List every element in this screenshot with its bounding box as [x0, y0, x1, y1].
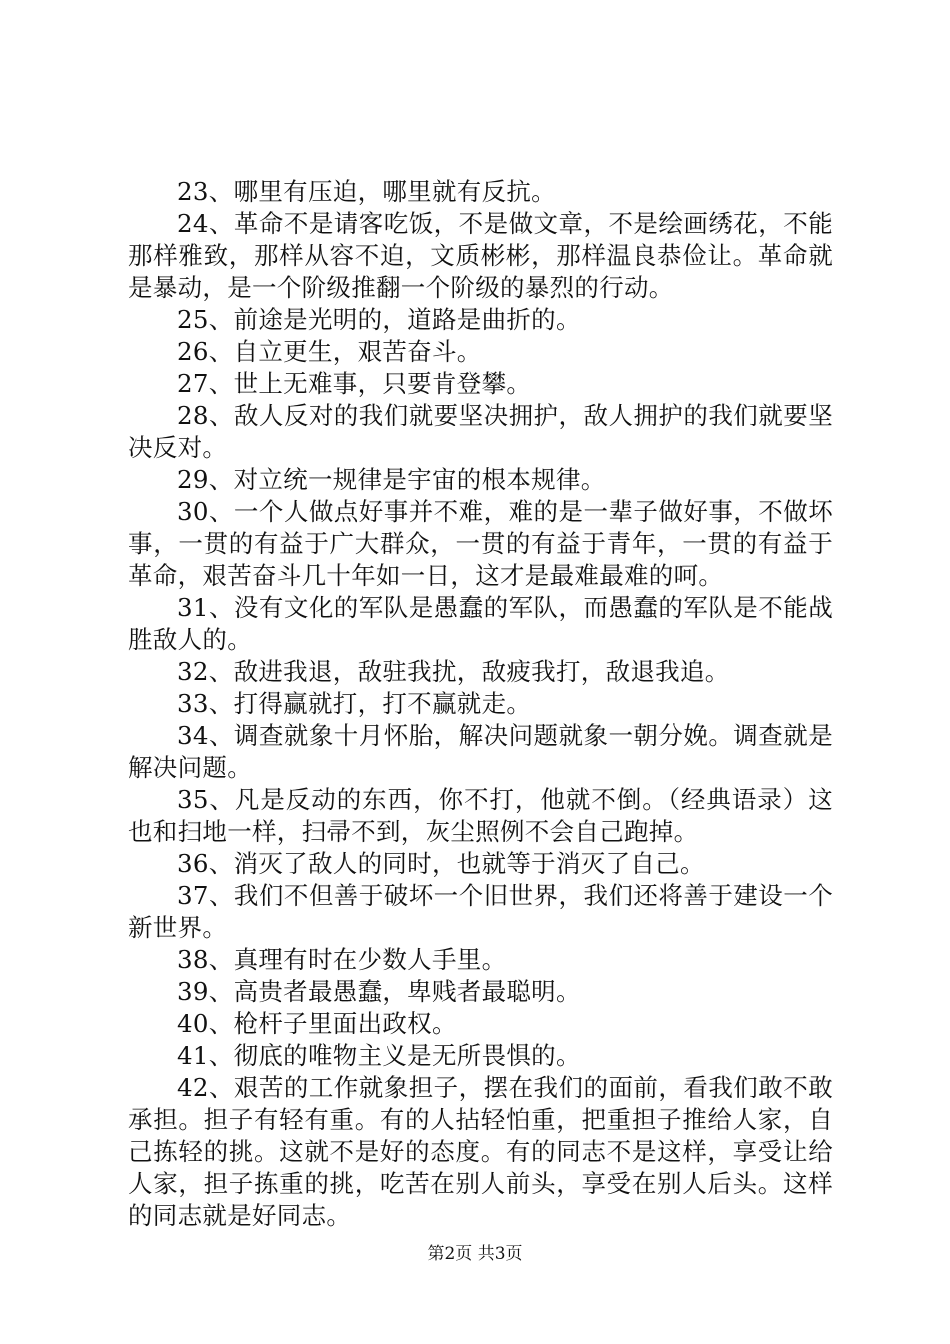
quote-paragraph-41: 41、彻底的唯物主义是无所畏惧的。 [177, 1041, 581, 1070]
quote-paragraph-26: 26、自立更生，艰苦奋斗。 [177, 337, 482, 366]
quote-paragraph-35: 35、凡是反动的东西，你不打，他就不倒。（经典语录）这也和扫地一样，扫帚不到，灰尘照例不会自己跑掉。 [128, 785, 833, 846]
quote-paragraph-34: 34、调查就象十月怀胎，解决问题就象一朝分娩。调查就是解决问题。 [128, 721, 833, 782]
quote-paragraph-23: 23、哪里有压迫，哪里就有反抗。 [177, 177, 556, 206]
quote-paragraph-38: 38、真理有时在少数人手里。 [177, 945, 507, 974]
page-number-footer: 第2页 共3页 [427, 1244, 523, 1264]
quote-paragraph-31: 31、没有文化的军队是愚蠢的军队，而愚蠢的军队是不能战胜敌人的。 [128, 593, 833, 654]
quote-paragraph-29: 29、对立统一规律是宇宙的根本规律。 [177, 465, 606, 494]
quote-paragraph-42: 42、艰苦的工作就象担子，摆在我们的面前，看我们敢不敢承担。担子有轻有重。有的人拈轻怕重，把重担子推给人家，自己拣轻的挑。这就不是好的态度。有的同志不是这样，享受让给人家，担子拣重的挑，吃苦在别人前头，享受在别人后头。这样的同志就是好同志。 [128, 1073, 833, 1230]
quote-paragraph-24: 24、革命不是请客吃饭，不是做文章，不是绘画绣花，不能那样雅致，那样从容不迫，文质彬彬，那样温良恭俭让。革命就是暴动，是一个阶级推翻一个阶级的暴烈的行动。 [128, 209, 833, 302]
quote-paragraph-36: 36、消灭了敌人的同时，也就等于消灭了自己。 [177, 849, 705, 878]
quote-paragraph-28: 28、敌人反对的我们就要坚决拥护，敌人拥护的我们就要坚决反对。 [128, 401, 833, 462]
quote-paragraph-39: 39、高贵者最愚蠢，卑贱者最聪明。 [177, 977, 581, 1006]
document-body [128, 176, 833, 1232]
quote-paragraph-30: 30、一个人做点好事并不难，难的是一辈子做好事，不做坏事，一贯的有益于广大群众，一贯的有益于青年，一贯的有益于革命，艰苦奋斗几十年如一日，这才是最难最难的呵。 [128, 497, 833, 590]
quote-paragraph-25: 25、前途是光明的，道路是曲折的。 [177, 305, 581, 334]
quote-paragraph-32: 32、敌进我退，敌驻我扰，敌疲我打，敌退我追。 [177, 657, 730, 686]
quote-paragraph-37: 37、我们不但善于破坏一个旧世界，我们还将善于建设一个新世界。 [128, 881, 833, 942]
quote-paragraph-40: 40、枪杆子里面出政权。 [177, 1009, 457, 1038]
quote-paragraph-33: 33、打得赢就打，打不赢就走。 [177, 689, 532, 718]
quote-paragraph-27: 27、世上无难事，只要肯登攀。 [177, 369, 532, 398]
